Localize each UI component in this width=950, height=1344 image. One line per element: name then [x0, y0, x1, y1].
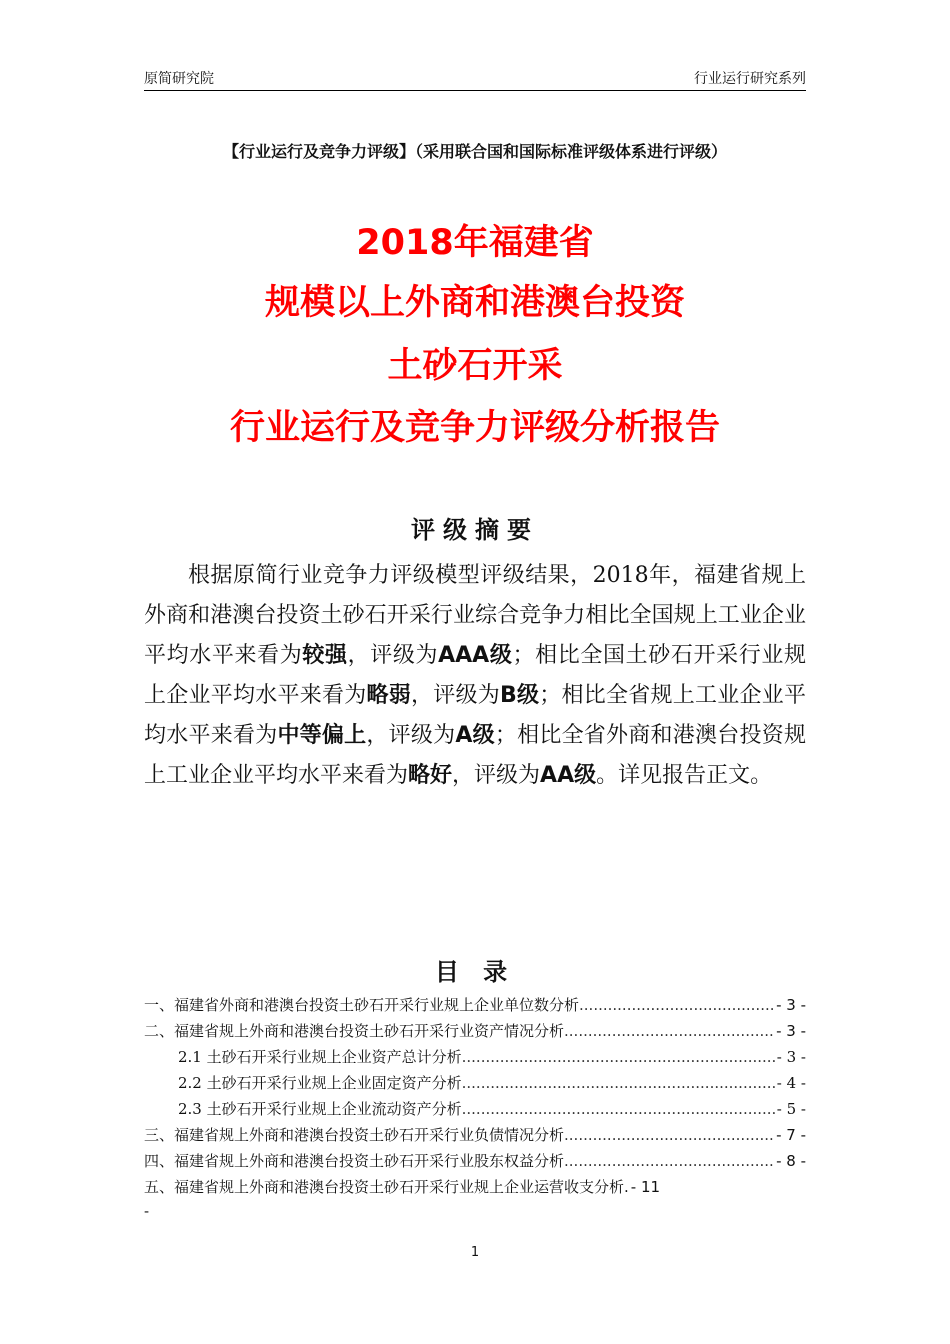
summary-rating-word: 略好	[408, 763, 453, 788]
summary-text: ；相比全省外商和港澳台投资规上工业企业平均水平来看为	[144, 723, 806, 788]
toc-leader	[564, 1122, 774, 1148]
toc-page: - 3 -	[776, 996, 806, 1014]
toc-page: - 4 -	[776, 1074, 806, 1092]
toc-page: - 7 -	[776, 1126, 806, 1144]
table-of-contents	[144, 992, 806, 1222]
title-line-2: 规模以上外商和港澳台投资	[264, 283, 685, 323]
toc-label: 2.1 土砂石开采行业规上企业资产总计分析	[178, 1048, 462, 1066]
toc-page: - 3 -	[776, 1048, 806, 1066]
toc-leader	[564, 1018, 774, 1044]
toc-label: 一、福建省外商和港澳台投资土砂石开采行业规上企业单位数分析	[144, 996, 580, 1014]
toc-label: 2.3 土砂石开采行业规上企业流动资产分析	[178, 1100, 462, 1118]
toc-item-2-3[interactable]	[144, 1096, 806, 1122]
title-line-4: 行业运行及竞争力评级分析报告	[229, 408, 720, 448]
summary-grade: AAA级	[438, 643, 513, 668]
page-header	[144, 66, 806, 91]
toc-item-4[interactable]	[144, 1148, 806, 1174]
toc-item-2-1[interactable]	[144, 1044, 806, 1070]
title-line-1: 2018年福建省	[356, 223, 594, 263]
summary-text: ；相比全国土砂石开采行业规上企业平均水平来看为	[144, 643, 806, 708]
toc-leader	[462, 1096, 775, 1122]
toc-item-2-2[interactable]	[144, 1070, 806, 1096]
summary-rating-word: 中等偏上	[277, 723, 367, 748]
summary-text: ，评级为	[347, 643, 439, 668]
toc-page: - 3 -	[776, 1022, 806, 1040]
toc-item-1[interactable]	[144, 992, 806, 1018]
toc-item-2[interactable]	[144, 1018, 806, 1044]
toc-leader	[462, 1070, 775, 1096]
toc-page-continuation: -	[144, 1202, 150, 1220]
toc-label: 三、福建省规上外商和港澳台投资土砂石开采行业负债情况分析	[144, 1126, 565, 1144]
toc-item-3[interactable]	[144, 1122, 806, 1148]
summary-text: ，评级为	[366, 723, 456, 748]
summary-heading: 评级摘要	[411, 516, 539, 544]
summary-grade: B级	[499, 683, 540, 708]
summary-text: ；相比全省规上工业企业平均水平来看为	[144, 683, 806, 748]
summary-paragraph	[144, 556, 806, 796]
toc-page: - 11	[630, 1178, 661, 1196]
summary-text: 根据原简行业竞争力评级模型评级结果，2018年，福建省规上外商和港澳台投资土砂石开采行业综合竞争力相比全国规上工业企业平均水平来看为	[144, 563, 806, 668]
toc-label: 2.2 土砂石开采行业规上企业固定资产分析	[178, 1074, 462, 1092]
toc-heading: 目 录	[434, 958, 516, 986]
toc-leader	[579, 992, 774, 1018]
toc-label: 二、福建省规上外商和港澳台投资土砂石开采行业资产情况分析	[144, 1022, 565, 1040]
toc-leader	[564, 1148, 774, 1174]
summary-grade: A级	[455, 723, 495, 748]
summary-text: ，评级为	[452, 763, 541, 788]
summary-grade: AA级	[540, 763, 597, 788]
report-tagline: 【行业运行及竞争力评级】（采用联合国和国际标准评级体系进行评级）	[222, 142, 727, 161]
toc-item-5[interactable]	[144, 1174, 806, 1200]
toc-leader	[462, 1044, 775, 1070]
page-number: 1	[470, 1245, 480, 1260]
header-org: 原简研究院	[144, 71, 214, 87]
summary-rating-word: 略弱	[366, 683, 411, 708]
summary-text: 。详见报告正文。	[596, 763, 773, 788]
summary-text: ，评级为	[410, 683, 500, 708]
toc-page: - 8 -	[776, 1152, 806, 1170]
toc-label: 五、福建省规上外商和港澳台投资土砂石开采行业规上企业运营收支分析.	[144, 1178, 629, 1196]
title-line-3: 土砂石开采	[387, 346, 563, 386]
summary-rating-word: 较强	[302, 643, 348, 668]
toc-label: 四、福建省规上外商和港澳台投资土砂石开采行业股东权益分析	[144, 1152, 565, 1170]
header-series: 行业运行研究系列	[694, 71, 806, 87]
toc-page: - 5 -	[776, 1100, 806, 1118]
